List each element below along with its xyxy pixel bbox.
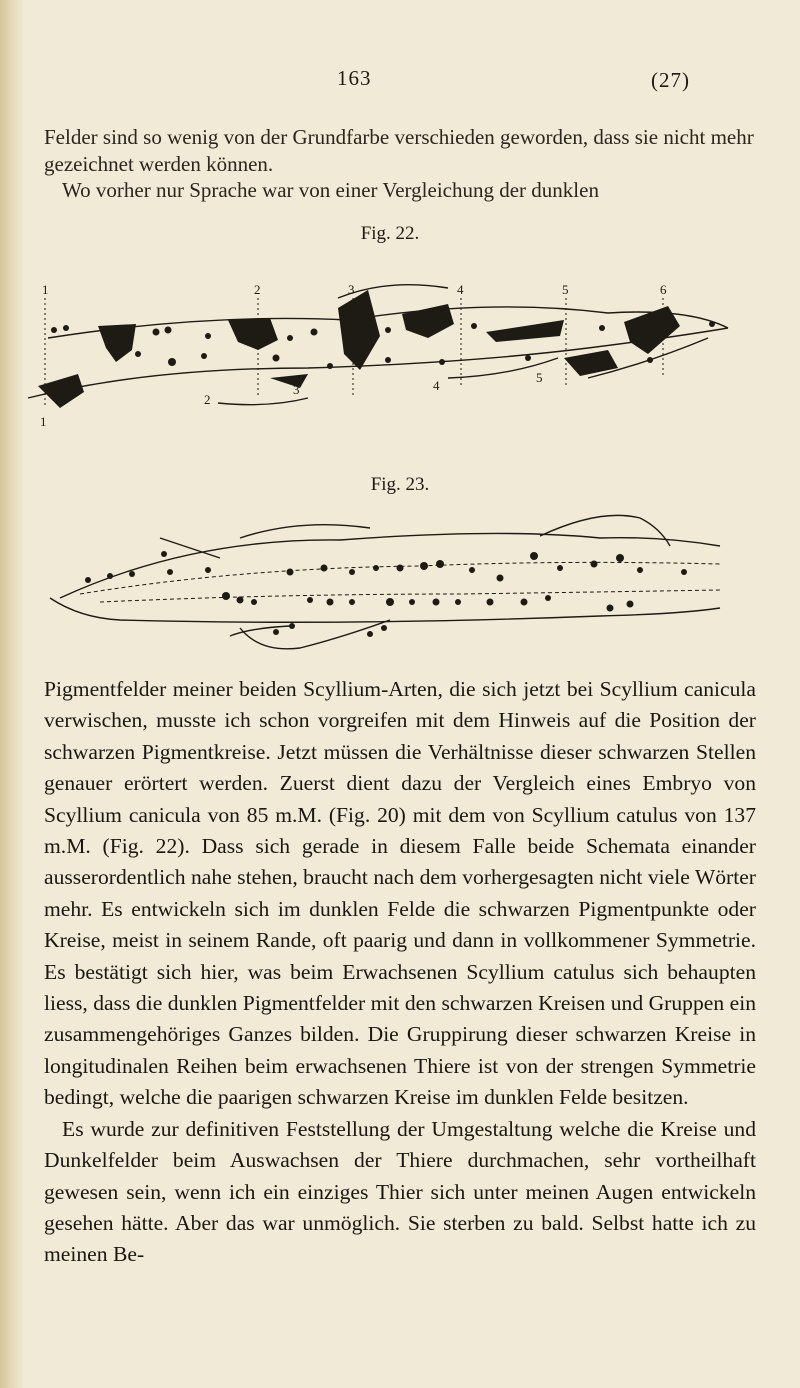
fig22-top-label: 1 xyxy=(42,282,49,297)
fig22-bottom-label: 2 xyxy=(204,392,211,407)
body-paragraph: Es wurde zur definitiven Feststellung der Umgestaltung welche die Kreise und Dunkelfelder beim Auswachsen der Thiere durchmachen, sehr vortheilhaft gewesen sein, wenn ich ein einziges Thier sich unter meinen Augen entwickeln gesehen hätte. Aber das war unmöglich. Sie sterben zu bald. Selbst hatte ich zu meinen Be- xyxy=(44,1116,756,1267)
body-paragraph: Pigmentfelder meiner beiden Scyllium-Arten, die sich jetzt bei Scyllium canicula verwischen, musste ich schon vorgreifen mit dem Hinweis auf die Position der schwarzen Pigmentkreise. Jetzt müssen die Verhältnisse dieser schwarzen Stellen genauer erörtert werden. Zuerst dient dazu der Vergleich eines Embryo von Scyllium canicula von 85 m.M. (Fig. 20) mit dem von Scyllium catulus von 137 m.M. (Fig. 22). Dass sich gerade in diesem Falle beide Schemata einander ausserordentlich nahe stehen, braucht nach dem vorhergesagten nicht viele Wörter mehr. Es entwickeln sich im dunklen Felde die schwarzen Pigmentpunkte oder Kreise, meist in seinem Rande, oft paarig und dann in vollkommener Symmetrie. Es bestätigt sich hier, was beim Erwachsenen Scyllium catulus sich behaupten liess, dass die dunklen Pigmentfelder mit den schwarzen Kreisen und Gruppen ein zusammengehöriges Ganzes bilden. Die Gruppirung dieser schwarzen Kreise in longitudinalen Reihen beim erwachsenen Thiere ist von der strengen Symmetrie bedingt, welche die paarigen schwarzen Kreise im dunklen Felde besitzen. xyxy=(44,677,756,1110)
intro-paragraph: Wo vorher nur Sprache war von einer Vergleichung der dunklen xyxy=(62,178,599,203)
intro-text xyxy=(44,124,756,204)
fig22-bottom-label: 4 xyxy=(433,378,440,393)
plate-number: (27) xyxy=(651,68,690,92)
figure-22-caption: Fig. 22. xyxy=(360,223,420,244)
fig22-top-label: 3 xyxy=(348,282,355,297)
fig22-top-label: 4 xyxy=(457,282,464,297)
figure-22-diagram xyxy=(8,258,748,438)
fig22-bottom-label: 3 xyxy=(293,382,300,397)
page-header xyxy=(0,66,800,96)
page-number: 163 xyxy=(337,66,372,90)
fig22-top-label: 6 xyxy=(660,282,667,297)
fig22-top-label: 2 xyxy=(254,282,261,297)
page-edge-shadow xyxy=(0,0,24,1388)
figure-23-caption: Fig. 23. xyxy=(370,474,430,495)
fig22-bottom-label: 1 xyxy=(40,414,47,429)
intro-paragraph: Felder sind so wenig von der Grundfarbe verschieden geworden, dass sie nicht mehr gezeichnet werden können. xyxy=(44,125,754,176)
fig22-bottom-label: 5 xyxy=(536,370,543,385)
fig22-top-label: 5 xyxy=(562,282,569,297)
figure-23-diagram xyxy=(40,498,760,668)
body-text xyxy=(44,674,756,1271)
